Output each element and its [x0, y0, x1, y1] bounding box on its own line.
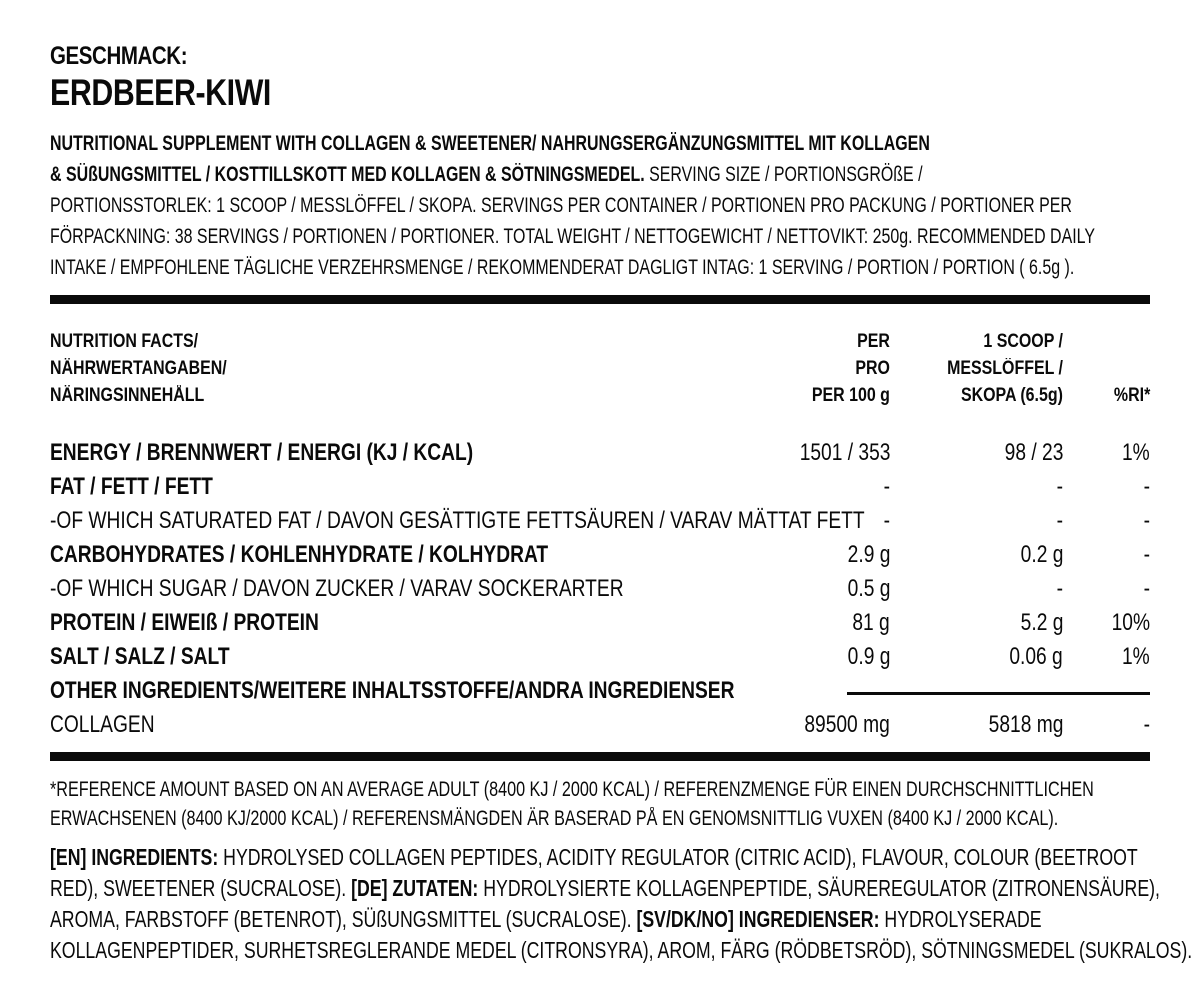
table-row-saturated-fat: -OF WHICH SATURATED FAT / DAVON GESÄTTIGTE FETTSÄUREN / VARAV MÄTTAT FETT - - -: [50, 507, 1150, 534]
other-ingredients-rule: [847, 692, 1150, 695]
flavour-label: GESCHMACK:: [50, 42, 188, 70]
column-header-per-scoop: 1 SCOOP / MESSLÖFFEL / SKOPA (6.5g): [947, 331, 1063, 406]
nutrition-rows: [50, 436, 1150, 742]
ingredients-en-heading: [EN] INGREDIENTS:: [50, 844, 219, 870]
other-ingredients-heading: OTHER INGREDIENTS/WEITERE INHALTSSTOFFE/ANDRA INGREDIENSER: [50, 674, 1150, 708]
intro-line-5: INTAKE / EMPFOHLENE TÄGLICHE VERZEHRSMENGE / REKOMMENDERAT DAGLIGT INTAG: 1 SERVING / PORTION / PORTION ( 6.5g ).: [50, 256, 1075, 279]
intro-line-4: FÖRPACKNING: 38 SERVINGS / PORTIONEN / PORTIONER. TOTAL WEIGHT / NETTOGEWICHT / NETTOVIKT: 250g. RECOMMENDED DAILY: [50, 225, 1095, 248]
nutrition-table-header: [50, 318, 1150, 436]
ingredients-sv-heading: [SV/DK/NO] INGREDIENSER:: [636, 906, 880, 932]
table-row-collagen: COLLAGEN 89500 mg 5818 mg -: [50, 711, 1150, 738]
product-description: [50, 128, 1150, 283]
flavour-name: ERDBEER-KIWI: [50, 72, 271, 113]
intro-line-2-bold: & SÜßUNGSMITTEL / KOSTTILLSKOTT MED KOLLAGEN & SÖTNINGSMEDEL.: [50, 163, 645, 186]
intro-line-2: SERVING SIZE / PORTIONSGRÖßE /: [644, 163, 923, 186]
divider-bottom: [50, 752, 1150, 761]
column-header-per-100g: PER PRO PER 100 g: [811, 331, 890, 406]
intro-line-3: PORTIONSSTORLEK: 1 SCOOP / MESSLÖFFEL / SKOPA. SERVINGS PER CONTAINER / PORTIONEN PRO PACKUNG / PORTIONER PER: [50, 194, 1072, 217]
table-row-sugar: -OF WHICH SUGAR / DAVON ZUCKER / VARAV SOCKERARTER 0.5 g - -: [50, 575, 1150, 602]
column-header-ri: %RI*: [1113, 385, 1150, 406]
table-row-fat: FAT / FETT / FETT - - -: [50, 473, 1150, 500]
intro-line-1: NUTRITIONAL SUPPLEMENT WITH COLLAGEN & SWEETENER/ NAHRUNGSERGÄNZUNGSMITTEL MIT KOLLAGEN: [50, 132, 930, 155]
ingredients-list: [EN] INGREDIENTS: HYDROLYSED COLLAGEN PEPTIDES, ACIDITY REGULATOR (CITRIC ACID), FLAVOUR, COLOUR (BEETROOT RED), SWEETENER (SUCRALOSE). [DE] ZUTATEN: HYDROLYSIERTE KOLLAGENPEPTIDE, SÄUREREGULATOR (ZITRONENSÄURE), AROMA, FARBSTOFF (BETENROT), SÜßUNGSMITTEL (SUCRALOSE). [SV/DK/NO] INGREDIENSER: HYDROLYSERADE KOLLAGENPEPTIDER, SURHETSREGLERANDE MEDEL (CITRONSYRA), AROM, FÄRG (RÖDBETSRÖD), SÖTNINGSMEDEL (SUKRALOS).: [50, 844, 1193, 963]
reference-footnote: *REFERENCE AMOUNT BASED ON AN AVERAGE ADULT (8400 KJ / 2000 KCAL) / REFERENZMENGE FÜR EINEN DURCHSCHNITTLICHEN ERWACHSENEN (8400 KJ/2000 KCAL) / REFERENSMÄNGDEN ÄR BASERAD PÅ EN GENOMSNITTLIG VUXEN (8400 KJ / 2000 KCAL).: [50, 778, 1094, 830]
divider-top: [50, 295, 1150, 304]
table-row-protein: PROTEIN / EIWEIß / PROTEIN 81 g 5.2 g 10%: [50, 609, 1150, 636]
table-row-carbohydrates: CARBOHYDRATES / KOHLENHYDRATE / KOLHYDRAT 2.9 g 0.2 g -: [50, 541, 1150, 568]
table-title: NUTRITION FACTS/ NÄHRWERTANGABEN/ NÄRINGSINNEHÅLL: [50, 331, 227, 406]
ingredients-de-heading: [DE] ZUTATEN:: [351, 875, 479, 901]
nutrition-label: [50, 40, 1193, 966]
table-row-energy: ENERGY / BRENNWERT / ENERGI (KJ / KCAL) 1501 / 353 98 / 23 1%: [50, 439, 1150, 466]
table-row-salt: SALT / SALZ / SALT 0.9 g 0.06 g 1%: [50, 643, 1150, 670]
